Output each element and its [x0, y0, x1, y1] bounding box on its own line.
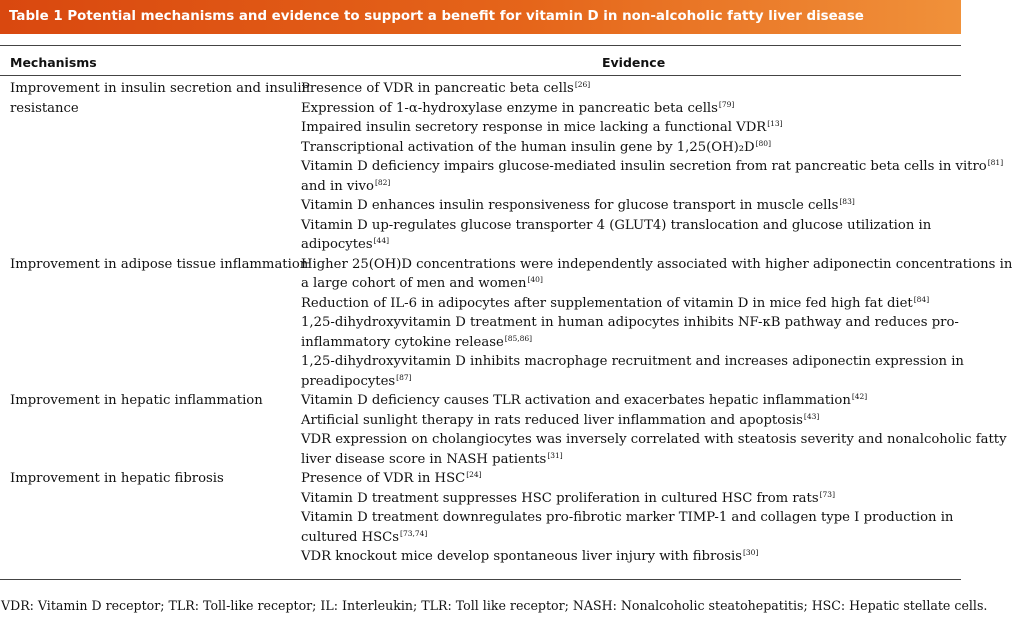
evidence-text: and in vivo: [301, 178, 374, 194]
evidence-line: [301, 255, 1012, 275]
evidence-line: [301, 450, 563, 471]
evidence-text: inflammatory cytokine release: [301, 334, 504, 350]
evidence-text: Presence of VDR in HSC: [301, 471, 466, 486]
header-rule: [0, 75, 961, 76]
evidence-text: Artificial sunlight therapy in rats reduced liver inflammation and apoptosis: [301, 412, 803, 428]
evidence-text: VDR knockout mice develop spontaneous liver injury with fibrosis: [301, 549, 742, 564]
mechanism-text: Improvement in insulin secretion and insulin: [10, 81, 311, 96]
citation-ref: [24]: [466, 470, 482, 479]
evidence-text: Vitamin D enhances insulin responsiveness for glucose transport in muscle cells: [301, 198, 839, 213]
evidence-line: [301, 118, 783, 139]
evidence-line: [301, 528, 427, 549]
evidence-text: Impaired insulin secretory response in mice lacking a functional VDR: [301, 120, 767, 135]
citation-ref: [13]: [767, 119, 783, 128]
citation-ref: [73]: [819, 489, 836, 499]
evidence-text: Vitamin D deficiency impairs glucose-mediated insulin secretion from rat pancreatic beta cells in vitro: [301, 159, 987, 174]
table-title: Table 1 Potential mechanisms and evidence to support a benefit for vitamin D in non-alcoholic fatty liver disease: [0, 0, 961, 34]
evidence-line: [301, 547, 758, 568]
evidence-line: [301, 411, 819, 432]
evidence-line: [301, 274, 543, 295]
evidence-text: Vitamin D up-regulates glucose transporter 4 (GLUT4) translocation and glucose utilization in: [301, 217, 932, 233]
evidence-text: VDR expression on cholangiocytes was inversely correlated with steatosis severity and nonalcoholic fatty: [301, 432, 1007, 447]
evidence-line: [301, 196, 855, 217]
evidence-line: [301, 372, 412, 393]
citation-ref: [30]: [742, 548, 759, 557]
footnote: VDR: Vitamin D receptor; TLR: Toll-like receptor; IL: Interleukin; TLR: Toll like receptor; NASH: Nonalcoholic steatohepatitis; HSC: Hepatic stellate cells.: [1, 598, 988, 613]
citation-ref: [73,74]: [400, 528, 428, 538]
evidence-line: [301, 430, 1007, 450]
citation-ref: [42]: [851, 392, 868, 401]
evidence-line: [301, 489, 835, 510]
evidence-text: preadipocytes: [301, 373, 396, 389]
header-evidence: Evidence: [602, 55, 666, 70]
citation-ref: [79]: [718, 99, 735, 109]
evidence-line: [301, 294, 929, 315]
citation-ref: [31]: [547, 450, 563, 460]
mechanism-text: Improvement in adipose tissue inflammation: [10, 256, 309, 272]
bottom-rule: [0, 579, 961, 580]
evidence-text: Expression of 1-α-hydroxylase enzyme in pancreatic beta cells: [301, 100, 718, 116]
citation-ref: [85,86]: [504, 333, 533, 343]
evidence-line: [301, 79, 590, 100]
evidence-line: [301, 391, 867, 412]
evidence-text: Vitamin D deficiency causes TLR activation and exacerbates hepatic inflammation: [301, 393, 851, 408]
top-rule: [0, 45, 961, 46]
evidence-line: [301, 99, 734, 120]
evidence-text: Presence of VDR in pancreatic beta cells: [301, 81, 574, 96]
evidence-line: [301, 235, 389, 256]
evidence-text: Vitamin D treatment suppresses HSC proliferation in cultured HSC from rats: [301, 490, 819, 506]
citation-ref: [44]: [373, 236, 390, 245]
evidence-text: 1,25-dihydroxyvitamin D treatment in human adipocytes inhibits NF-κB pathway and reduces pro-: [301, 315, 959, 330]
evidence-text: Transcriptional activation of the human insulin gene by 1,25(OH)₂D: [301, 139, 755, 155]
evidence-line: [301, 313, 959, 333]
evidence-line: [301, 216, 931, 236]
citation-ref: [80]: [755, 138, 771, 148]
citation-ref: [43]: [803, 411, 820, 421]
mechanism-text: Improvement in hepatic inflammation: [10, 393, 263, 408]
citation-ref: [87]: [396, 372, 412, 382]
citation-ref: [82]: [374, 177, 391, 187]
evidence-line: [301, 157, 1003, 178]
evidence-line: [301, 508, 953, 528]
evidence-text: a large cohort of men and women: [301, 276, 527, 291]
evidence-text: 1,25-dihydroxyvitamin D inhibits macrophage recruitment and increases adiponectin expression in: [301, 354, 964, 369]
evidence-line: [301, 177, 390, 198]
citation-ref: [26]: [574, 80, 591, 89]
citation-ref: [40]: [527, 275, 543, 284]
evidence-line: [301, 138, 771, 159]
header-mechanisms: Mechanisms: [10, 55, 97, 70]
evidence-text: Vitamin D treatment downregulates pro-fibrotic marker TIMP-1 and collagen type Ⅰ production in: [301, 510, 954, 525]
evidence-text: Higher 25(OH)D concentrations were independently associated with higher adiponectin concentrations in: [301, 256, 1012, 272]
evidence-line: [301, 352, 964, 372]
evidence-line: [301, 469, 482, 490]
evidence-text: Reduction of IL-6 in adipocytes after supplementation of vitamin D in mice fed high fat diet: [301, 295, 913, 311]
citation-ref: [83]: [839, 197, 855, 206]
mechanism-text: resistance: [10, 100, 79, 116]
citation-ref: [81]: [987, 158, 1004, 167]
citation-ref: [84]: [913, 294, 930, 304]
evidence-text: cultured HSCs: [301, 529, 400, 545]
mechanism-text: Improvement in hepatic fibrosis: [10, 471, 224, 486]
evidence-text: liver disease score in NASH patients: [301, 451, 547, 467]
evidence-line: [301, 333, 532, 354]
evidence-text: adipocytes: [301, 237, 373, 252]
